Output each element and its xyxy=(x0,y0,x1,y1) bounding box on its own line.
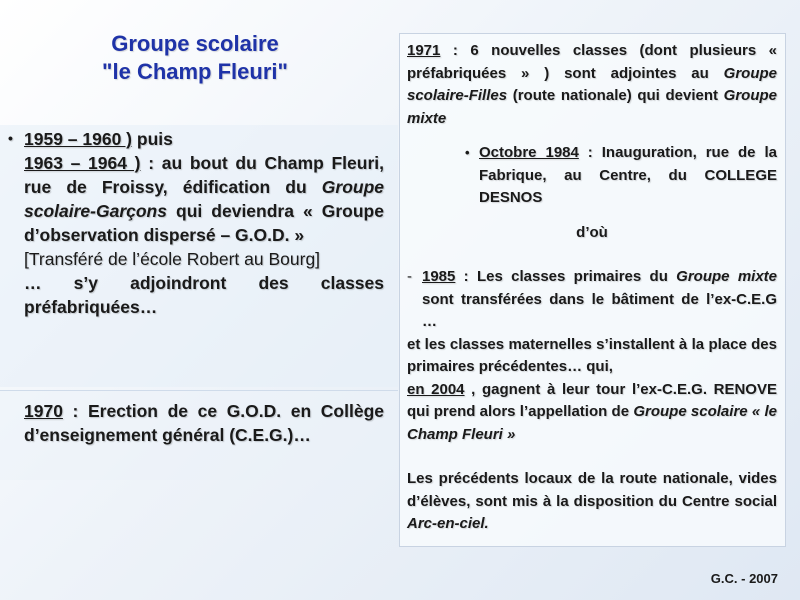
para-1971 xyxy=(407,40,777,130)
text-groupe-mixte-2: Groupe mixte xyxy=(676,268,778,285)
text-prefabriquees: … s’y adjoindront des classes préfabriquées… xyxy=(24,273,384,317)
para-locaux xyxy=(407,468,777,536)
left-bullet-item xyxy=(6,125,384,319)
title-line-2: "le Champ Fleuri" xyxy=(102,59,288,84)
text-groupe-filles: Groupe scolaire-Filles xyxy=(407,64,777,104)
text-champ-fleuri: Groupe scolaire « le Champ Fleuri » xyxy=(407,403,777,443)
text-deviendra: qui deviendra « Groupe d’observation dispersé – G.O.D. » xyxy=(24,201,384,245)
title-line-1: Groupe scolaire xyxy=(111,31,279,56)
page-title xyxy=(40,30,350,86)
text-renove: , gagnent à leur tour l’ex-C.E.G. RENOVE qui prend alors l’appellation de xyxy=(407,380,777,420)
para-1984 xyxy=(407,142,777,210)
text-groupe-mixte: Groupe mixte xyxy=(407,87,777,127)
text-classes-primaires: : Les classes primaires du xyxy=(455,268,677,285)
text-groupe-garcons: Groupe scolaire-Garçons xyxy=(24,177,384,221)
bullet-icon: • xyxy=(8,130,13,146)
text-edification: : au bout du Champ Fleuri, rue de Froissy, édification du xyxy=(24,153,384,197)
date-1970: 1970 xyxy=(24,401,63,421)
text-nouvelles-classes: : 6 nouvelles classes (dont plusieurs « préfabriquées » ) sont adjointes au xyxy=(407,42,777,82)
text-transferees: sont transférées dans le bâtiment de l’ex-C.E.G … xyxy=(422,290,777,330)
date-2004: en 2004 xyxy=(407,380,465,398)
text-dou: d’où xyxy=(576,223,608,241)
left-block-godf xyxy=(0,125,398,387)
right-text-box xyxy=(399,33,786,547)
text-arc-en-ciel: Arc-en-ciel. xyxy=(407,515,489,532)
date-1984: Octobre 1984 xyxy=(479,144,579,161)
text-transfere: [Transféré de l’école Robert au Bourg] xyxy=(24,249,321,269)
puis-text: puis xyxy=(132,129,173,149)
para-maternelles xyxy=(407,334,777,447)
text-devient: (route nationale) qui devient xyxy=(507,87,724,104)
text-locaux: Les précédents locaux de la route nationale, vides d’élèves, sont mis à la disposition du Centre social xyxy=(407,470,777,510)
bullet-icon: • xyxy=(465,145,470,160)
dash-marker: - xyxy=(407,268,412,285)
text-inauguration: : Inauguration, rue de la Fabrique, au Centre, du COLLEGE DESNOS xyxy=(479,144,777,206)
date-1963: 1963 – 1964 ) xyxy=(24,153,141,173)
para-1985 xyxy=(407,266,777,334)
footer-credit: G.C. - 2007 xyxy=(710,571,778,586)
text-maternelles: et les classes maternelles s’installent à la place des primaires précédentes… qui, xyxy=(407,335,777,375)
date-1971: 1971 xyxy=(407,42,441,59)
text-erection: : Erection de ce G.O.D. en Collège d’enseignement général (C.E.G.)… xyxy=(24,401,384,445)
date-1959: 1959 – 1960 ) xyxy=(24,129,133,149)
left-block-ceg xyxy=(0,390,398,480)
date-1985: 1985 xyxy=(422,268,456,285)
